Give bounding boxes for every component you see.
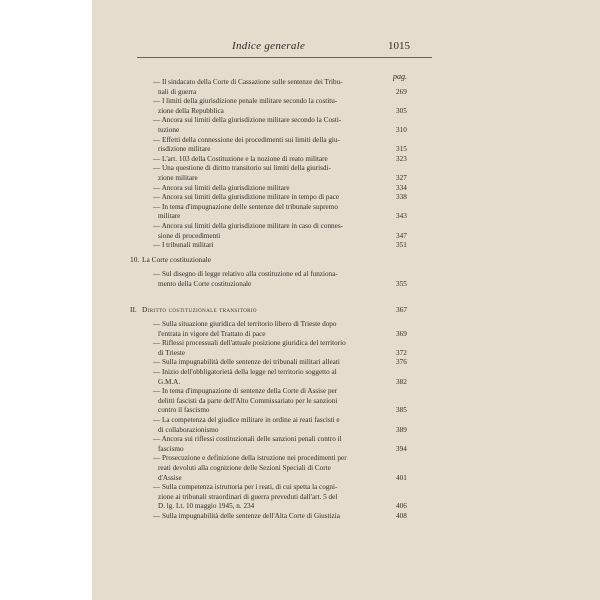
toc-entry — [92, 78, 600, 97]
toc-entry — [92, 320, 600, 339]
toc-entry — [92, 184, 600, 194]
entry-title-continued: mento della Corte costituzionale — [158, 279, 252, 288]
toc-group-military-jurisdiction — [92, 78, 600, 251]
entry-title-continued: di collaborazionismo — [158, 425, 219, 434]
toc-entry — [92, 155, 600, 165]
section-title: Diritto costituzionale transitorio — [142, 305, 257, 314]
toc-entry — [92, 241, 600, 251]
entry-page-number: 369 — [396, 329, 407, 338]
section-page: 367 — [396, 305, 408, 314]
toc-entry — [92, 435, 600, 454]
header-rule — [137, 57, 432, 58]
toc-entry — [92, 483, 600, 512]
entry-page-number: 355 — [396, 279, 407, 288]
entry-page-number: 376 — [396, 358, 407, 367]
toc-entry — [92, 416, 600, 435]
entry-title: — Sulla competenza istruttoria per i reati, di cui spetta la cogni- — [153, 483, 338, 492]
entry-page-number: 372 — [396, 348, 407, 357]
entry-title: — Il sindacato della Corte di Cassazione sulle sentenze dei Tribu- — [153, 78, 343, 86]
header-page-number: 1015 — [388, 40, 410, 52]
section-title: La Corte costituzionale — [142, 255, 211, 264]
entry-page-number: 385 — [396, 406, 407, 415]
page-column-label: pag. — [393, 72, 407, 81]
entry-title: — Riflessi processuali dell'attuale posizione giuridica del territorio — [153, 339, 346, 348]
entry-title: — Inizio dell'obbligatorietà della legge nel territorio soggetto al — [153, 367, 337, 376]
toc-entry — [92, 222, 600, 241]
entry-page-number: 408 — [396, 511, 407, 520]
entry-title: — I limiti della giurisdizione penale militare secondo la costitu- — [153, 97, 338, 106]
toc-entry — [92, 358, 600, 368]
entry-title-continued: contro il fascismo — [158, 406, 210, 415]
entry-title: — In tema d'impugnazione delle sentenze del tribunale supremo — [153, 202, 338, 211]
entry-title: — Effetti della connessione dei procedimenti sui limiti della giu- — [153, 135, 340, 144]
entry-title-continued: zione della Repubblica — [158, 106, 224, 115]
entry-title: — L'art. 103 della Costituzione e la nozione di reato militare — [153, 154, 328, 163]
entry-title-continued: reati devoluti alla cognizione delle Sezioni Speciali di Corte — [158, 463, 331, 472]
entry-title: — Ancora sui limiti della giurisdizione militare — [153, 183, 290, 192]
entry-page-number: 323 — [396, 154, 407, 163]
entry-page-number: 382 — [396, 377, 407, 386]
entry-title: — Sul disegno di legge relativo alla costituzione ed al funziona- — [153, 270, 338, 278]
entry-title-continued: militare — [158, 212, 181, 221]
entry-title-continued: l'entrata in vigore del Trattato di pace — [158, 329, 266, 338]
section-number: 10. — [130, 255, 140, 264]
entry-page-number: 310 — [396, 125, 407, 134]
entry-title-continued: delitti fascisti da parte dell'Alto Commissariato per le sanzioni — [158, 396, 338, 405]
entry-page-number: 351 — [396, 241, 407, 250]
entry-title-continued: zione ai tribunali straordinari di guerra preveduti dall'art. 5 del — [158, 492, 338, 501]
entry-title-continued: di Trieste — [158, 348, 185, 357]
entry-title: — Sulla impugnabilità delle sentenze dell'Alta Corte di Giustizia — [153, 511, 340, 520]
entry-title: — La competenza del giudice militare in ordine ai reati fascisti e — [153, 415, 340, 424]
entry-title-continued: sione di procedimenti — [158, 231, 221, 240]
entry-title: — Ancora sui limiti della giurisdizione militare in tempo di pace — [153, 193, 340, 202]
toc-entry — [92, 512, 600, 522]
header-title: Indice generale — [232, 40, 306, 52]
entry-title: — Sulla situazione giuridica del territorio libero di Trieste dopo — [153, 320, 337, 328]
entry-page-number: 338 — [396, 193, 407, 202]
entry-page-number: 394 — [396, 444, 407, 453]
entry-title-continued: zione militare — [158, 173, 198, 182]
toc-group-constitutional-court — [92, 270, 600, 289]
toc-entry — [92, 270, 600, 289]
entry-title: — In tema d'impugnazione di sentenze della Corte di Assise per — [153, 387, 338, 396]
entry-title: — Prosecuzione e definizione della istruzione nei procedimenti per — [153, 454, 347, 463]
section-number: II. — [130, 305, 137, 314]
entry-page-number: 327 — [396, 173, 407, 182]
entry-page-number: 269 — [396, 87, 407, 96]
toc-entry — [92, 116, 600, 135]
toc-entry — [92, 454, 600, 483]
entry-page-number: 305 — [396, 106, 407, 115]
toc-entry — [92, 97, 600, 116]
entry-title-continued: D. lg. Lt. 10 maggio 1945, n. 234 — [158, 502, 255, 511]
entry-title: — Una questione di diritto transitorio sui limiti della giurisdi- — [153, 164, 331, 173]
entry-title-continued: risdizione militare — [158, 145, 211, 154]
entry-page-number: 315 — [396, 145, 407, 154]
entry-page-number: 389 — [396, 425, 407, 434]
entry-page-number: 343 — [396, 212, 407, 221]
entry-page-number: 334 — [396, 183, 407, 192]
toc-entry — [92, 368, 600, 387]
book-page — [92, 0, 600, 600]
entry-title-continued: d'Assise — [158, 473, 182, 482]
entry-title: — Ancora sui riflessi costituzionali delle sanzioni penali contro il — [153, 435, 342, 444]
entry-title: — Sulla impugnabilità delle sentenze dei tribunali militari alleati — [153, 358, 340, 367]
toc-group-transitional-law — [92, 320, 600, 521]
entry-title-continued: tuzione — [158, 125, 180, 134]
toc-entry — [92, 339, 600, 358]
toc-entry — [92, 164, 600, 183]
entry-page-number: 406 — [396, 502, 407, 511]
running-header — [92, 40, 600, 58]
entry-page-number: 347 — [396, 231, 407, 240]
entry-title: — Ancora sui limiti della giurisdizione militare secondo la Costi- — [153, 116, 342, 125]
entry-title-continued: nali di guerra — [158, 87, 197, 96]
toc-entry — [92, 203, 600, 222]
toc-entry — [92, 387, 600, 416]
entry-title-continued: fascismo — [158, 444, 184, 453]
entry-page-number: 401 — [396, 473, 407, 482]
entry-title: — Ancora sui limiti della giurisdizione militare in caso di connes- — [153, 221, 344, 230]
toc-entry — [92, 136, 600, 155]
toc-entry — [92, 193, 600, 203]
entry-title-continued: G.M.A. — [158, 377, 181, 386]
entry-title: — I tribunali militari — [153, 241, 214, 250]
